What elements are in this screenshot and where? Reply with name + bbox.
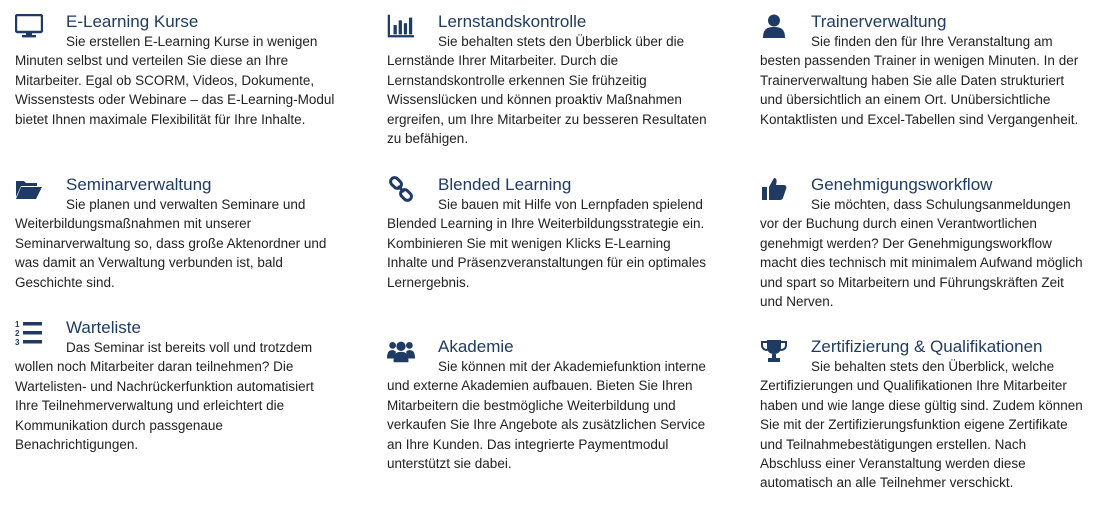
feature-zertifizierung xyxy=(760,337,1085,493)
trophy-icon xyxy=(760,337,788,365)
feature-description: Sie planen und verwalten Seminare und Weiterbildungsmaßnahmen mit unserer Seminarverwaltung so, dass große Aktenordner und was damit an Verwaltung verbunden ist, bald Geschichte sind. xyxy=(15,197,327,290)
feature-description: Sie können mit der Akademiefunktion interne und externe Akademien aufbauen. Bieten Sie Ihren Mitarbeitern die bestmögliche Weiterbildung und verkaufen Sie Ihre Angebote als zusätzlichen Service an Ihre Kunden. Das integrierte Paymentmodul unterstützt sie dabei. xyxy=(387,359,706,472)
thumbs-up-icon xyxy=(760,175,788,203)
folder-open-icon xyxy=(15,175,43,203)
feature-akademie xyxy=(387,337,712,473)
feature-description: Sie bauen mit Hilfe von Lernpfaden spielend Blended Learning in Ihre Weiterbildungsstrategie ein. Kombinieren Sie mit wenigen Klicks E-Learning Inhalte und Präsenzveranstaltungen für ein optimales Lernergebnis. xyxy=(387,197,706,290)
feature-description: Sie behalten stets den Überblick, welche Zertifizierungen und Qualifikationen Ihre Mitarbeiter haben und wie lange diese gültig sind. Zudem können Sie mit der Zertifizierungsfunktion eigene Zertifikate und Teilnahmebestätigungen erstellen. Nach Abschluss einer Veranstaltung werden diese automatisch an alle Teilnehmer verschickt. xyxy=(760,359,1083,491)
feature-description: Sie erstellen E-Learning Kurse in wenigen Minuten selbst und verteilen Sie diese an Ihre Mitarbeiter. Egal ob SCORM, Videos, Dokumente, Wissenstests oder Webinare – das E-Learning-Modul bietet Ihnen maximale Flexibilität für Ihre Inhalte. xyxy=(15,34,335,127)
users-icon xyxy=(387,337,415,365)
feature-warteliste xyxy=(15,318,340,454)
svg-text:2: 2 xyxy=(15,329,20,338)
numbered-list-icon xyxy=(15,318,43,346)
feature-title: Genehmigungsworkflow xyxy=(811,175,993,194)
feature-title: Blended Learning xyxy=(438,175,572,194)
feature-elearning-kurse xyxy=(15,12,340,129)
feature-description: Sie möchten, dass Schulungsanmeldungen vor der Buchung durch einen Verantwortlichen genehmigt werden? Der Genehmigungsworkflow macht dies technisch mit minimalem Aufwand möglich und spart so Mitarbeitern und Führungskräften Zeit und Nerven. xyxy=(760,197,1083,310)
svg-text:1: 1 xyxy=(15,320,20,329)
feature-title: Zertifizierung & Qualifikationen xyxy=(811,337,1043,356)
feature-description: Das Seminar ist bereits voll und trotzdem wollen noch Mitarbeiter daran teilnehmen? Die Wartelisten- und Nachrückerfunktion automatisiert Ihre Teilnehmerverwaltung und erleichtert die Kommunikation durch passgenaue Benachrichtigungen. xyxy=(15,340,314,453)
feature-genehmigungsworkflow xyxy=(760,175,1085,311)
user-icon xyxy=(760,12,788,40)
feature-title: Trainerverwaltung xyxy=(811,12,947,31)
feature-title: E-Learning Kurse xyxy=(66,12,199,31)
svg-text:3: 3 xyxy=(15,338,20,345)
feature-description: Sie behalten stets den Überblick über die Lernstände Ihrer Mitarbeiter. Durch die Lernstandskontrolle erkennen Sie frühzeitig Wissenslücken und können proaktiv Maßnahmen ergreifen, um Ihre Mitarbeiter zu besseren Resultaten zu befähigen. xyxy=(387,34,707,147)
feature-lernstandskontrolle xyxy=(387,12,712,148)
monitor-icon xyxy=(15,12,43,40)
feature-title: Seminarverwaltung xyxy=(66,175,212,194)
feature-seminarverwaltung xyxy=(15,175,340,292)
link-icon xyxy=(387,175,415,203)
feature-title: Warteliste xyxy=(66,318,141,337)
bar-chart-icon xyxy=(387,12,415,40)
feature-title: Akademie xyxy=(438,337,514,356)
feature-blended-learning xyxy=(387,175,712,292)
feature-title: Lernstandskontrolle xyxy=(438,12,587,31)
feature-trainerverwaltung xyxy=(760,12,1085,129)
feature-description: Sie finden den für Ihre Veranstaltung am besten passenden Trainer in wenigen Minuten. In der Trainerverwaltung haben Sie alle Daten strukturiert und übersichtlich an einem Ort. Unübersichtliche Kontaktlisten und Excel-Tabellen sind Vergangenheit. xyxy=(760,34,1079,127)
